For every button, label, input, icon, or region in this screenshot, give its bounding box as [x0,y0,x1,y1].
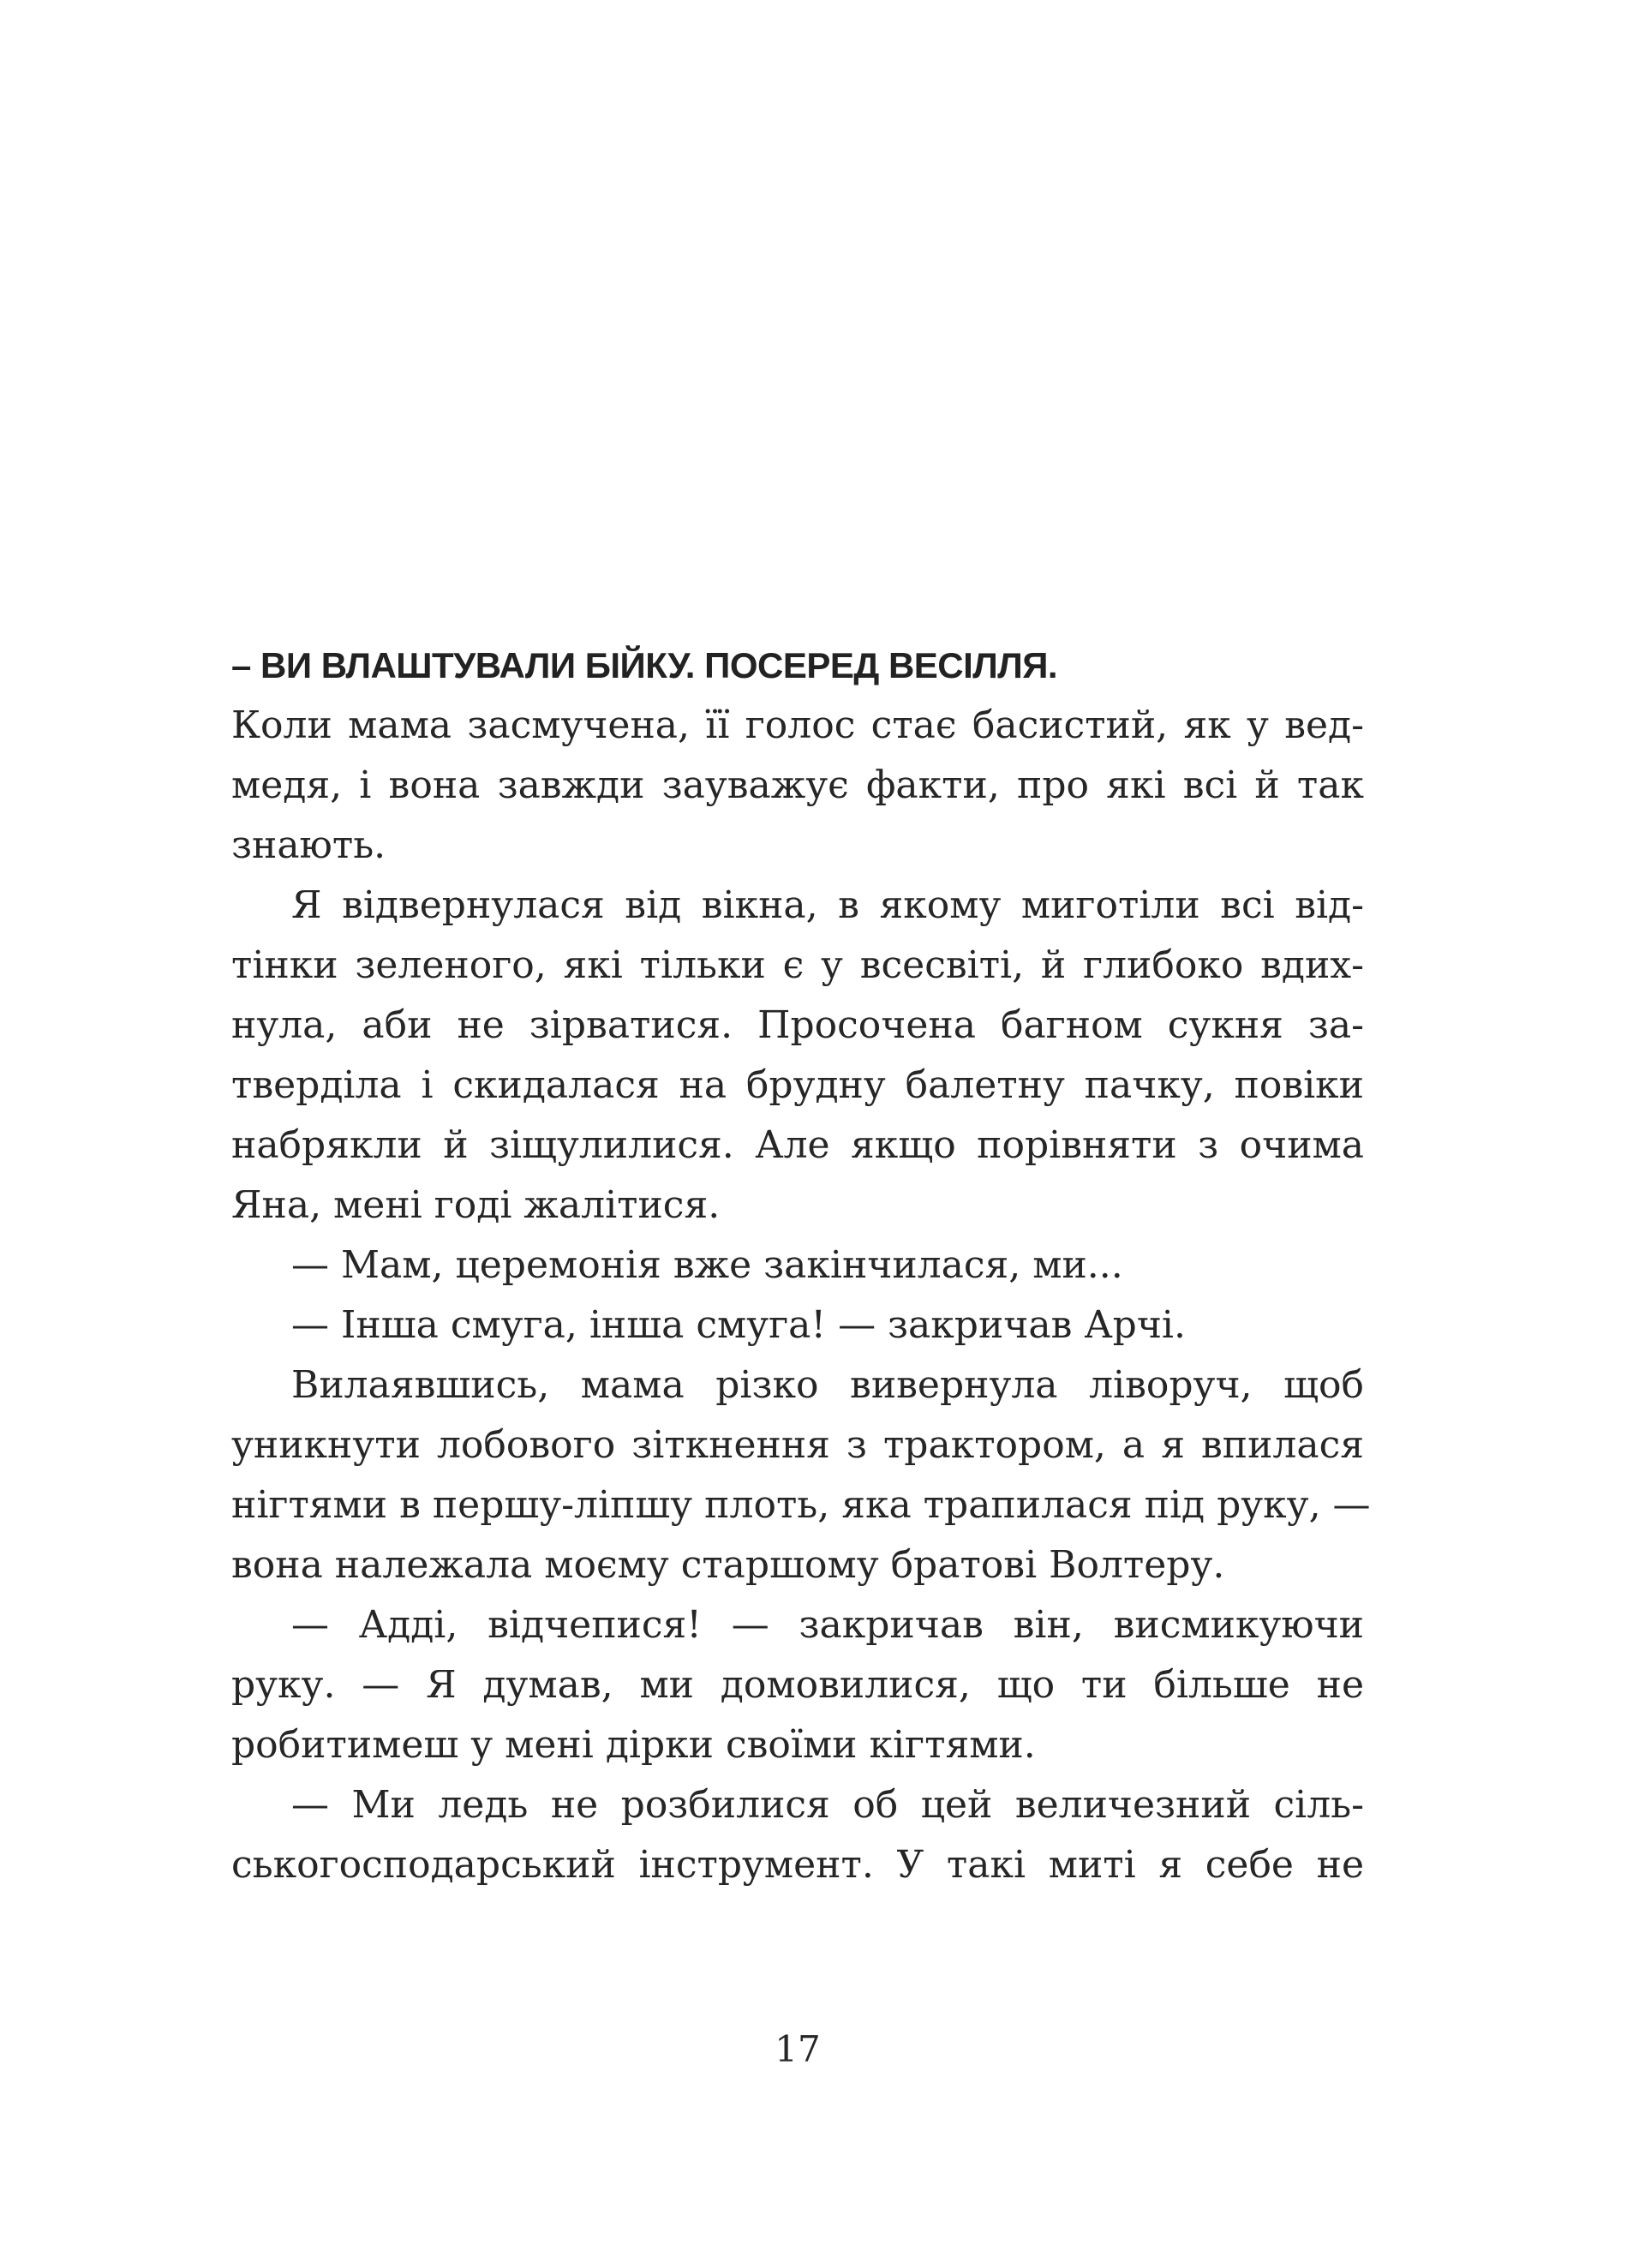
text-line: вона належала моєму старшому братові Волтеру. [231,1543,1225,1587]
text-line: набрякли й зіщулилися. Але якщо порівняти з очима [231,1123,1364,1167]
text-line: руку. — Я думав, ми домовилися, що ти більше не [231,1663,1364,1707]
text-line: нула, аби не зірватися. Просочена багном сукня за- [231,1003,1364,1047]
text-line: Коли мама засмучена, її голос стає басистий, як у вед- [231,703,1364,747]
dialogue-line: — Адді, відчепися! — закричав він, висмикуючи [291,1603,1364,1647]
text-line: ськогосподарський інструмент. У такі миті я себе не [231,1843,1364,1887]
text-line: тверділа і скидалася на брудну балетну пачку, повіки [231,1063,1364,1107]
chapter-opening-heading: – ВИ ВЛАШТУВАЛИ БІЙКУ. ПОСЕРЕД ВЕСІЛЛЯ. [231,645,1058,685]
text-line: робитимеш у мені дірки своїми кігтями. [231,1723,1036,1767]
text-line: медя, і вона завжди зауважує факти, про які всі й так [231,763,1364,807]
dialogue-line: — Інша смуга, інша смуга! — закричав Арчі. [291,1303,1186,1347]
text-line: тінки зеленого, які тільки є у всесвіті, й глибоко вдих- [231,943,1364,987]
dialogue-line: — Мам, церемонія вже закінчилася, ми... [291,1243,1123,1287]
dialogue-line: — Ми ледь не розбилися об цей величезний сіль- [291,1783,1364,1827]
text-line: Я відвернулася від вікна, в якому миготіли всі від- [291,883,1364,927]
page-number: 17 [775,2028,821,2070]
text-line: знають. [231,823,386,867]
text-line: нігтями в першу-ліпшу плоть, яка трапилася під руку, — [231,1483,1371,1527]
text-line: уникнути лобового зіткнення з трактором, а я впилася [231,1423,1364,1467]
text-line: Вилаявшись, мама різко вивернула ліворуч, щоб [291,1363,1364,1407]
text-line: Яна, мені годі жалітися. [231,1183,721,1227]
